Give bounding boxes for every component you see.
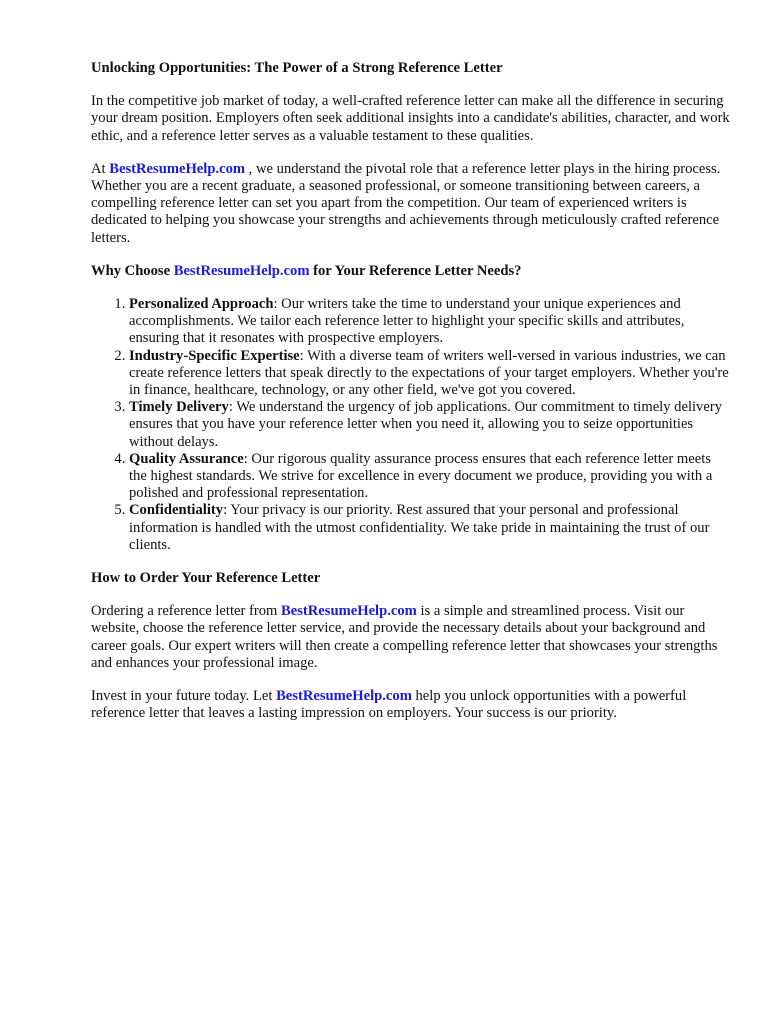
order-paragraph-prefix: Ordering a reference letter from bbox=[91, 603, 282, 620]
order-paragraph bbox=[91, 603, 731, 672]
order-link[interactable]: BestResumeHelp.com bbox=[281, 603, 417, 620]
list-item-term: Personalized Approach bbox=[129, 296, 274, 313]
list-item-text: : We understand the urgency of job applications. Our commitment to timely delivery ensures that you have your reference letter when you need it, allowing you to seize opportunities without delays. bbox=[129, 399, 722, 450]
closing-paragraph bbox=[91, 688, 731, 722]
list-item-term: Quality Assurance bbox=[129, 450, 244, 467]
benefits-list bbox=[91, 296, 731, 554]
bestresumehelp-link[interactable]: BestResumeHelp.com bbox=[109, 160, 246, 177]
list-item bbox=[129, 348, 731, 400]
list-item-text: : Our writers take the time to understand your unique experiences and accomplishments. We tailor each reference letter to highlight your specific skills and attributes, ensuring that it resonates with prospective employers. bbox=[129, 296, 685, 347]
list-item-text: : Our rigorous quality assurance process ensures that each reference letter meets the highest standards. We strive for excellence in every document we produce, providing you with a polished and professional representation. bbox=[129, 450, 713, 502]
closing-paragraph-body: help you unlock opportunities with a powerful reference letter that leaves a lasting impression on employers. Your success is our priority. bbox=[91, 688, 687, 722]
intro-paragraph: In the competitive job market of today, a well-crafted reference letter can make all the difference in securing your dream position. Employers often seek additional insights into a candidate's abilities, character, and work ethic, and a reference letter serves as a valuable testament to these qualities. bbox=[91, 93, 730, 144]
why-choose-heading-prefix: Why Choose bbox=[91, 262, 174, 279]
document-page bbox=[91, 60, 731, 739]
about-paragraph-prefix: At bbox=[91, 160, 110, 177]
about-paragraph bbox=[91, 161, 731, 247]
closing-paragraph-prefix: Invest in your future today. Let bbox=[91, 688, 277, 705]
list-item-term: Timely Delivery bbox=[129, 399, 229, 416]
list-item-term: Industry-Specific Expertise bbox=[129, 347, 300, 364]
why-choose-heading-suffix: for Your Reference Letter Needs? bbox=[309, 262, 522, 279]
document-title: Unlocking Opportunities: The Power of a Strong Reference Letter bbox=[91, 60, 503, 76]
closing-link[interactable]: BestResumeHelp.com bbox=[276, 688, 412, 705]
why-choose-heading bbox=[91, 263, 731, 280]
list-item bbox=[129, 399, 731, 451]
about-paragraph-body: , we understand the pivotal role that a reference letter plays in the hiring process. Whether you are a recent graduate, a seasoned professional, or someone transitioning between careers, a compelling reference letter can set you apart from the competition. Our team of experienced writers is dedicated to helping you showcase your strengths and achievements through meticulously crafted reference letters. bbox=[91, 160, 721, 246]
list-item-text: : With a diverse team of writers well-versed in various industries, we can create reference letters that speak directly to the expectations of your target employers. Whether you're in finance, healthcare, technology, or any other field, we've got you covered. bbox=[129, 347, 729, 399]
list-item bbox=[129, 296, 731, 348]
list-item-term: Confidentiality bbox=[129, 502, 224, 519]
list-item bbox=[129, 451, 731, 503]
order-paragraph-body: is a simple and streamlined process. Visit our website, choose the reference letter service, and provide the necessary details about your background and career goals. Our expert writers will then create a compelling reference letter that showcases your strengths and enhances your professional image. bbox=[91, 603, 718, 671]
order-heading: How to Order Your Reference Letter bbox=[91, 570, 321, 587]
why-choose-link[interactable]: BestResumeHelp.com bbox=[173, 262, 310, 279]
list-item-text: : Your privacy is our priority. Rest assured that your personal and professional information is handled with the utmost confidentiality. We take pride in maintaining the trust of our clients. bbox=[129, 502, 710, 553]
list-item bbox=[129, 502, 731, 554]
